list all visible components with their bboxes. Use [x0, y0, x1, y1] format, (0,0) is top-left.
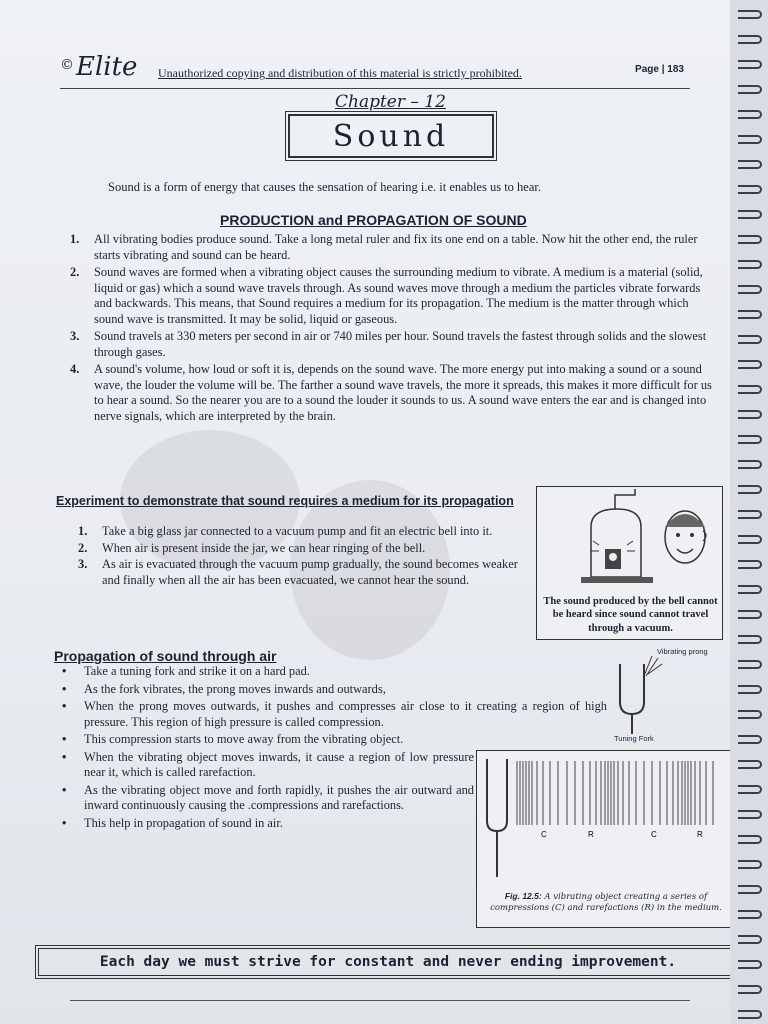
- experiment-steps: [78, 524, 524, 589]
- wave-label-r1: R: [588, 830, 594, 839]
- spiral-ring: [738, 85, 762, 94]
- spiral-ring: [738, 535, 762, 544]
- spiral-ring: [738, 385, 762, 394]
- spiral-ring: [738, 610, 762, 619]
- page-header: [60, 52, 690, 92]
- production-heading: PRODUCTION and PROPAGATION OF SOUND: [220, 212, 527, 228]
- spiral-ring: [738, 660, 762, 669]
- spiral-ring: [738, 435, 762, 444]
- list-item: • This help in propagation of sound in air.: [62, 815, 283, 830]
- list-item: • Take a tuning fork and strike it on a hard pad.: [62, 664, 310, 678]
- spiral-ring: [738, 635, 762, 644]
- list-item: 1. Take a big glass jar connected to a vacuum pump and fit an electric bell into it.: [78, 524, 493, 538]
- spiral-ring: [738, 560, 762, 569]
- spiral-ring: [738, 235, 762, 244]
- spiral-ring: [738, 785, 762, 794]
- tuning-fork-icon: [600, 644, 725, 746]
- figure-number: Fig. 12.5:: [504, 891, 542, 901]
- header-divider: [60, 88, 690, 89]
- spiral-ring: [738, 410, 762, 419]
- page-number: Page | 183: [635, 64, 684, 75]
- spiral-ring: [738, 110, 762, 119]
- spiral-ring: [738, 710, 762, 719]
- wave-figure-caption: Fig. 12.5: A vibrating object creating a series of compressions (C) and rarefactions (R) in the medium.: [490, 891, 722, 913]
- list-item: • When the prong moves outwards, it pushes and compresses air close to it creating a region of high pressure. This region of high pressure is called compression.: [62, 699, 607, 729]
- list-item: 4. A sound's volume, how loud or soft it is, depends on the sound wave. The more energy put into making a sound or a sound wave, the louder the volume will be. The farther a sound wave travels, the more it spreads, this makes it more difficult for us to hear a sound. So the nearer you are to a sound the louder it sounds to us. A sound wave enters the ear and is changed into nerve signals, which are interpreted by the brain.: [70, 362, 712, 423]
- list-item: 3. As air is evacuated through the vacuum pump gradually, the sound becomes weaker and finally when all the air has been evacuated, we cannot hear the sound.: [78, 557, 518, 587]
- spiral-ring: [738, 10, 762, 19]
- list-item: • As the vibrating object move and forth rapidly, it pushes the air outward and inward continuously causing the .compressions and rarefactions.: [62, 782, 474, 812]
- list-item: • This compression starts to move away from the vibrating object.: [62, 732, 404, 746]
- propagation-heading: Propagation of sound through air: [54, 648, 277, 664]
- list-item: 2. When air is present inside the jar, we can hear ringing of the bell.: [78, 540, 426, 555]
- spiral-ring: [738, 285, 762, 294]
- spiral-ring: [738, 910, 762, 919]
- bell-jar-figure: [536, 486, 723, 640]
- spiral-ring: [738, 985, 762, 994]
- spiral-ring: [738, 485, 762, 494]
- copyright-notice: Unauthorized copying and distribution of this material is strictly prohibited.: [158, 66, 522, 80]
- spiral-ring: [738, 585, 762, 594]
- elite-logo: ©Elite: [60, 52, 138, 82]
- spiral-ring: [738, 260, 762, 269]
- spiral-ring: [738, 735, 762, 744]
- spiral-ring: [738, 360, 762, 369]
- intro-text: Sound is a form of energy that causes the sensation of hearing i.e. it enables us to hear.: [108, 180, 541, 194]
- footer-divider: [70, 1000, 690, 1001]
- spiral-ring: [738, 860, 762, 869]
- list-item: • When the vibrating object moves inwards, it cause a region of low pressure near it, which is called rarefaction.: [62, 749, 474, 779]
- wave-label-r2: R: [697, 830, 703, 839]
- tuning-fork-label: Tuning Fork: [614, 734, 654, 743]
- chapter-label: Chapter – 12: [335, 92, 446, 112]
- list-item: 2. Sound waves are formed when a vibrating object causes the surrounding medium to vibrate. A medium is a material (solid, liquid or gas) which a sound wave travels through. As sound waves move through a medium the particles vibrate forwards and backwards. This means, that Sound requires a medium for its propagation. The medium is the matter through which sound wave is transmitted. It may be solid, liquid or gaseous.: [70, 265, 703, 326]
- experiment-heading: Experiment to demonstrate that sound requires a medium for its propagation: [56, 494, 514, 508]
- motto-banner: Each day we must strive for constant and never ending improvement.: [38, 948, 730, 976]
- spiral-ring: [738, 510, 762, 519]
- vibrating-prong-label: Vibrating prong: [657, 647, 708, 656]
- spiral-ring: [738, 760, 762, 769]
- list-item: 3. Sound travels at 330 meters per second in air or 740 miles per hour. Sound travels the fastest through solids and the slowest through gases.: [70, 329, 707, 359]
- spiral-ring: [738, 960, 762, 969]
- wave-label-c2: C: [651, 830, 657, 839]
- wave-label-c1: C: [541, 830, 547, 839]
- propagation-list: [62, 664, 607, 833]
- compression-figure: [476, 750, 730, 928]
- spiral-ring: [738, 135, 762, 144]
- spiral-ring: [738, 460, 762, 469]
- spiral-ring: [738, 160, 762, 169]
- spiral-ring: [738, 185, 762, 194]
- compression-illustration: [477, 751, 730, 891]
- spiral-ring: [738, 885, 762, 894]
- spiral-ring: [738, 210, 762, 219]
- list-item: • As the fork vibrates, the prong moves inwards and outwards,: [62, 681, 386, 696]
- spiral-ring: [738, 335, 762, 344]
- spiral-binding: [728, 0, 768, 1024]
- spiral-ring: [738, 60, 762, 69]
- production-list: [70, 232, 716, 426]
- spiral-ring: [738, 935, 762, 944]
- spiral-ring: [738, 35, 762, 44]
- spiral-ring: [738, 685, 762, 694]
- bell-figure-caption: The sound produced by the bell cannot be heard since sound cannot travel through a vacuum.: [543, 595, 718, 634]
- bell-jar-illustration: [537, 487, 724, 599]
- spiral-ring: [738, 810, 762, 819]
- spiral-ring: [738, 310, 762, 319]
- list-item: 1. All vibrating bodies produce sound. Take a long metal ruler and fix its one end on a table. Now hit the other end, the ruler starts vibrating and sound can be heard.: [70, 232, 698, 262]
- spiral-ring: [738, 835, 762, 844]
- spiral-ring: [738, 1010, 762, 1019]
- chapter-title: Sound: [288, 114, 494, 158]
